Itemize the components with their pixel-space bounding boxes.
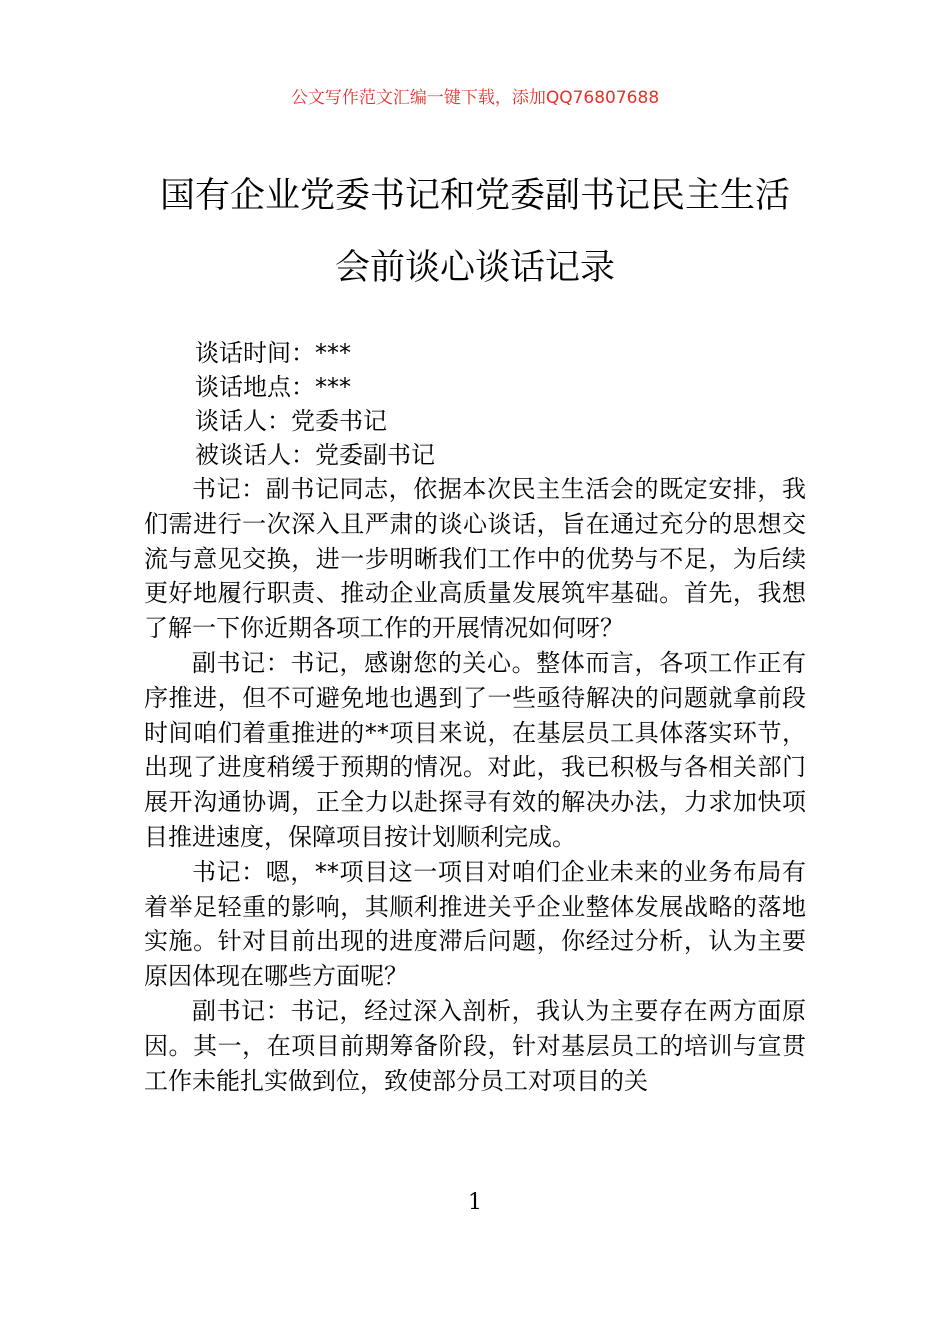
document-title-line-1: 国有企业党委书记和党委副书记民主生活 — [159, 176, 790, 216]
document-title-line-2: 会前谈心谈话记录 — [334, 248, 615, 288]
header-download-note: 公文写作范文汇编一键下载，添加QQ76807688 — [290, 88, 660, 108]
dialogue-paragraph: 书记：嗯，**项目这一项目对咱们企业未来的业务布局有着举足轻重的影响，其顺利推进关乎企业整体发展战略的落地实施。针对目前出现的进度滞后问题，你经过分析，认为主要原因体现在哪些方面呢？ — [144, 857, 806, 991]
meta-talk-time: 谈话时间：*** — [195, 339, 351, 367]
meta-talker: 谈话人：党委书记 — [195, 407, 387, 435]
meta-talk-place: 谈话地点：*** — [195, 373, 351, 401]
dialogue-paragraph: 副书记：书记，感谢您的关心。整体而言，各项工作正有序推进，但不可避免地也遇到了一些亟待解决的问题就拿前段时间咱们着重推进的**项目来说，在基层员工具体落实环节，出现了进度稍缓于预期的情况。对此，我已积极与各相关部门展开沟通协调，正全力以赴探寻有效的解决办法，力求加快项目推进速度，保障项目按计划顺利完成。 — [144, 648, 806, 851]
dialogue-body — [144, 472, 806, 1098]
meta-talkee: 被谈话人：党委副书记 — [195, 441, 435, 469]
dialogue-paragraph: 副书记：书记，经过深入剖析，我认为主要存在两方面原因。其一，在项目前期筹备阶段，针对基层员工的培训与宣贯工作未能扎实做到位，致使部分员工对项目的关 — [144, 996, 806, 1095]
page-number: 1 — [468, 1190, 482, 1215]
dialogue-paragraph: 书记：副书记同志，依据本次民主生活会的既定安排，我们需进行一次深入且严肃的谈心谈话，旨在通过充分的思想交流与意见交换，进一步明晰我们工作中的优势与不足，为后续更好地履行职责、推动企业高质量发展筑牢基础。首先，我想了解一下你近期各项工作的开展情况如何呀？ — [144, 475, 806, 643]
